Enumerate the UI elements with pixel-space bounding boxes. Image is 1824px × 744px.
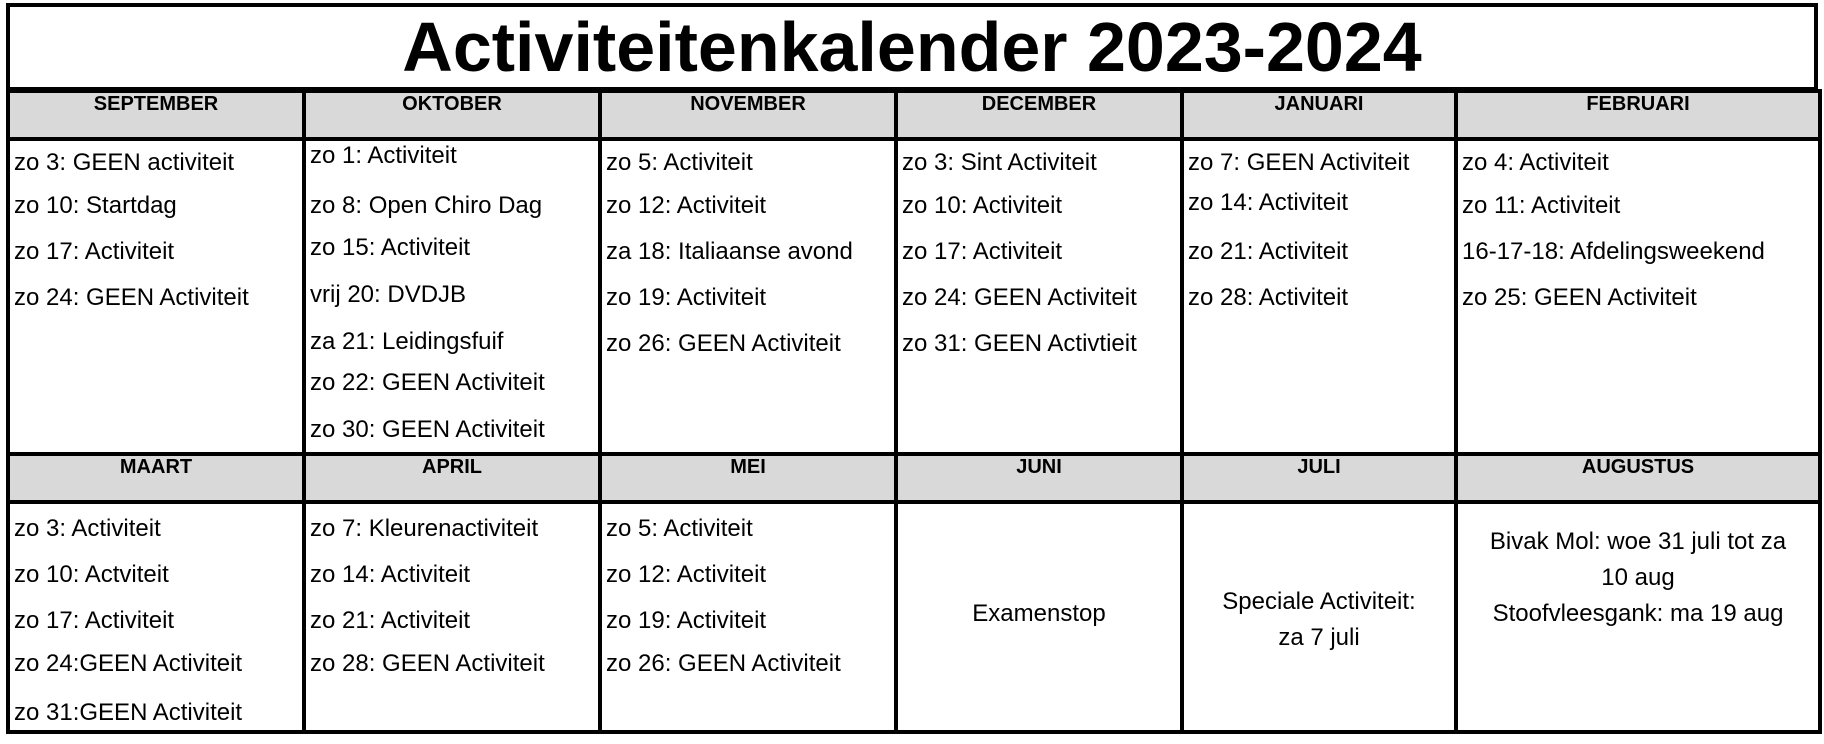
event-item: zo 19: Activiteit [606,284,767,311]
event-item: zo 7: GEEN Activiteit [1188,149,1410,176]
month-note [898,504,1180,730]
month-header-januari: JANUARI [1182,91,1456,139]
event-item: zo 19: Activiteit [606,607,767,634]
event-item: zo 28: Activiteit [1188,284,1349,311]
event-item: zo 30: GEEN Activiteit [310,416,545,443]
event-item: zo 12: Activiteit [606,561,767,588]
note-line: za 7 juli [1278,624,1360,651]
event-item: zo 7: Kleurenactiviteit [310,515,539,542]
events-row-1 [8,139,1820,454]
event-item: zo 22: GEEN Activiteit [310,369,545,396]
month-header-oktober: OKTOBER [304,91,600,139]
month-note [1458,504,1818,730]
bottom-border [6,730,1818,734]
note-line: Speciale Activiteit: [1222,588,1416,615]
event-item: zo 3: Sint Activiteit [902,149,1097,176]
event-item: zo 25: GEEN Activiteit [1462,284,1697,311]
month-header-augustus: AUGUSTUS [1456,454,1820,502]
event-item: za 21: Leidingsfuif [310,328,504,355]
month-cell-september [8,139,304,454]
note-line: 10 aug [1601,564,1675,591]
event-item: zo 24: GEEN Activiteit [14,284,249,311]
event-item: zo 10: Actviteit [14,561,169,588]
month-cell-juni [896,502,1182,732]
event-item: zo 26: GEEN Activiteit [606,330,841,357]
month-cell-december [896,139,1182,454]
event-item: zo 17: Activiteit [14,238,175,265]
event-item: zo 14: Activiteit [1188,189,1349,216]
month-cell-juli [1182,502,1456,732]
event-item: zo 4: Activiteit [1462,149,1609,176]
page-title: Activiteitenkalender 2023-2024 [402,8,1422,86]
event-item: zo 14: Activiteit [310,561,471,588]
event-item: zo 3: Activiteit [14,515,161,542]
event-item: zo 1: Activiteit [310,142,457,169]
events-row-2 [8,502,1820,732]
event-item: zo 31:GEEN Activiteit [14,699,243,726]
event-item: zo 21: Activiteit [310,607,471,634]
month-header-juni: JUNI [896,454,1182,502]
month-header-november: NOVEMBER [600,91,896,139]
event-item: vrij 20: DVDJB [310,281,467,308]
event-item: zo 17: Activiteit [902,238,1063,265]
month-header-row-1 [8,91,1820,139]
event-item: zo 28: GEEN Activiteit [310,650,545,677]
month-cell-november [600,139,896,454]
event-item: zo 31: GEEN Activtieit [902,330,1137,357]
event-item: zo 11: Activiteit [1462,192,1621,219]
month-header-mei: MEI [600,454,896,502]
month-cell-oktober [304,139,600,454]
event-item: zo 5: Activiteit [606,515,753,542]
month-header-row-2 [8,454,1820,502]
event-item: zo 10: Startdag [14,192,177,219]
month-cell-mei [600,502,896,732]
event-item: zo 3: GEEN activiteit [14,149,235,176]
event-item: zo 24: GEEN Activiteit [902,284,1137,311]
month-header-juli: JULI [1182,454,1456,502]
event-item: 16-17-18: Afdelingsweekend [1462,238,1765,265]
event-item: zo 26: GEEN Activiteit [606,650,841,677]
month-header-maart: MAART [8,454,304,502]
month-cell-april [304,502,600,732]
event-item: zo 24:GEEN Activiteit [14,650,243,677]
note-line: Stoofvleesgank: ma 19 aug [1492,600,1784,627]
month-header-april: APRIL [304,454,600,502]
month-header-december: DECEMBER [896,91,1182,139]
month-cell-februari [1456,139,1820,454]
event-item: zo 17: Activiteit [14,607,175,634]
event-item: za 18: Italiaanse avond [606,238,853,265]
event-item: zo 8: Open Chiro Dag [310,192,543,219]
month-header-februari: FEBRUARI [1456,91,1820,139]
event-item: zo 10: Activiteit [902,192,1063,219]
event-item: zo 5: Activiteit [606,149,753,176]
month-note [1184,504,1454,730]
calendar-table [6,89,1822,734]
month-cell-januari [1182,139,1456,454]
month-cell-maart [8,502,304,732]
event-item: zo 21: Activiteit [1188,238,1349,265]
note-line: Bivak Mol: woe 31 juli tot za [1489,528,1787,555]
event-item: zo 15: Activiteit [310,234,471,261]
month-cell-augustus [1456,502,1820,732]
month-header-september: SEPTEMBER [8,91,304,139]
title-box [6,3,1818,91]
event-item: zo 12: Activiteit [606,192,767,219]
note-line: Examenstop [972,600,1106,627]
